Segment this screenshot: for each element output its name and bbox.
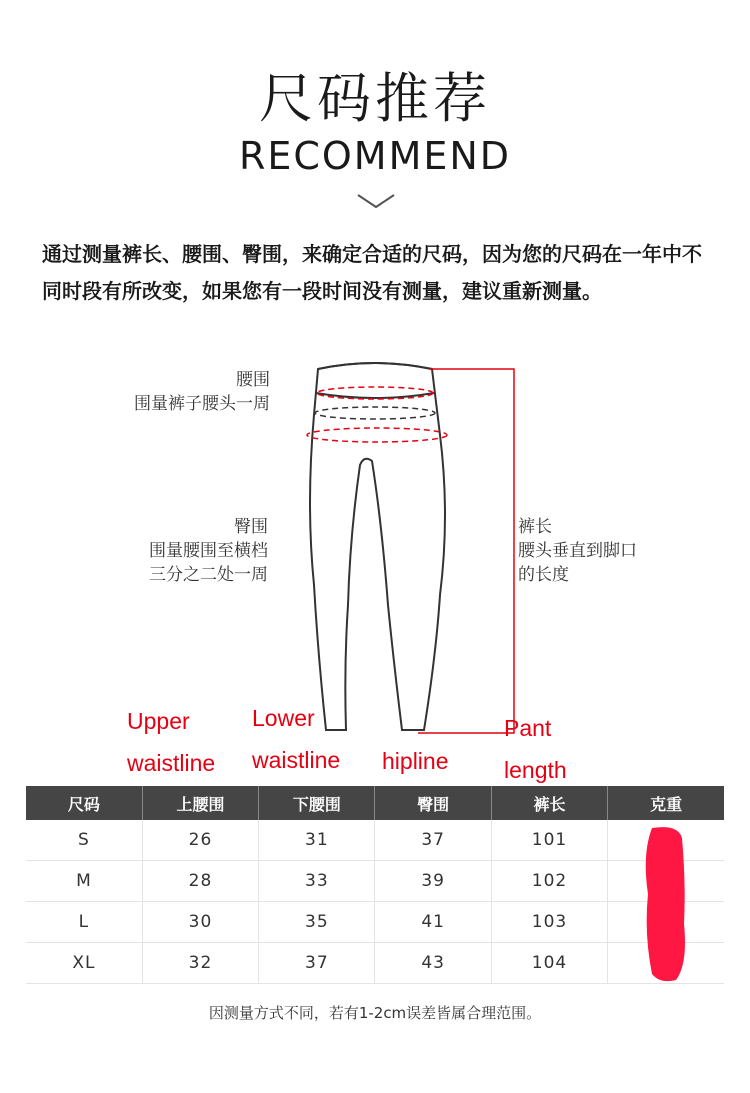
cell-lower-waist: 37	[259, 943, 375, 984]
cell-upper-waist: 32	[142, 943, 258, 984]
footnote: 因测量方式不同，若有1-2cm误差皆属合理范围。	[208, 1004, 542, 1022]
table-header-row	[26, 786, 724, 820]
cell-upper-waist: 26	[142, 820, 258, 861]
hipline-marker	[307, 428, 447, 442]
length-annotation: 裤长 腰头垂直到脚口 的长度	[518, 517, 637, 585]
cell-hip: 37	[375, 820, 491, 861]
hip-annotation: 臀围 围量腰围至横档 三分之二处一周	[149, 517, 268, 585]
redaction-scribble	[638, 824, 694, 984]
lower-waistline-marker	[315, 407, 435, 419]
hipline-label: hipline	[382, 748, 449, 774]
header-size: 尺码	[26, 786, 142, 820]
header-hip: 臀围	[375, 786, 491, 820]
cell-size: M	[26, 861, 142, 902]
cell-hip: 41	[375, 902, 491, 943]
cell-lower-waist: 31	[259, 820, 375, 861]
table-row	[26, 943, 724, 984]
table-row	[26, 861, 724, 902]
intro-text: 通过测量裤长、腰围、臀围，来确定合适的尺码，因为您的尺码在一年中不同时段有所改变，如果您有一段时间没有测量，建议重新测量。	[42, 242, 702, 303]
page-title: 尺码推荐	[259, 67, 491, 130]
chevron-down-icon	[356, 192, 396, 210]
cell-length: 104	[491, 943, 607, 984]
cell-length: 103	[491, 902, 607, 943]
cell-hip: 39	[375, 861, 491, 902]
header-lower-waist: 下腰围	[259, 786, 375, 820]
cell-length: 101	[491, 820, 607, 861]
header-weight: 克重	[608, 786, 724, 820]
size-table	[26, 786, 724, 984]
upper-waistline-label: Upper waistline	[127, 708, 216, 776]
lower-waistline-label: Lower waistline	[252, 705, 341, 773]
cell-lower-waist: 35	[259, 902, 375, 943]
header-upper-waist: 上腰围	[142, 786, 258, 820]
waist-annotation: 腰围 围量裤子腰头一周	[134, 370, 270, 414]
cell-size: S	[26, 820, 142, 861]
page-subtitle: RECOMMEND	[238, 134, 512, 178]
cell-upper-waist: 30	[142, 902, 258, 943]
table-row	[26, 902, 724, 943]
header-length: 裤长	[491, 786, 607, 820]
cell-size: L	[26, 902, 142, 943]
cell-lower-waist: 33	[259, 861, 375, 902]
cell-upper-waist: 28	[142, 861, 258, 902]
cell-hip: 43	[375, 943, 491, 984]
pant-length-label: Pant length	[504, 715, 567, 783]
table-row	[26, 820, 724, 861]
cell-length: 102	[491, 861, 607, 902]
cell-size: XL	[26, 943, 142, 984]
